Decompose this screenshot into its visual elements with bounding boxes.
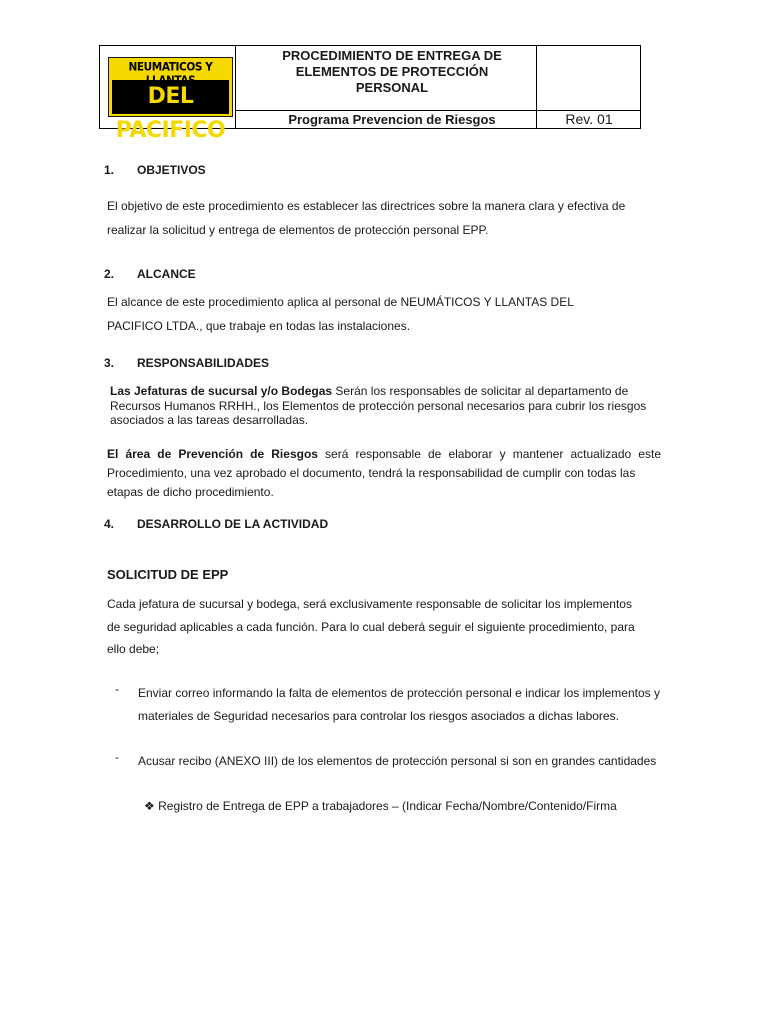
alcance-paragraph: El alcance de este procedimiento aplica al personal de NEUMÁTICOS Y LLANTAS DEL PACIFICO LTDA., que trabaje en todas las instalaciones. (107, 295, 574, 333)
document-header-table (99, 45, 641, 143)
diamond-bullet-icon: ❖ (144, 799, 155, 813)
objetivos-paragraph: El objetivo de este procedimiento es establecer las directrices sobre la manera clara y efectiva de realizar la solicitud y entrega de elementos de protección personal EPP. (107, 199, 626, 237)
revision-label: Rev. 01 (565, 111, 613, 127)
section-number: 2. (104, 267, 115, 281)
document-title: PROCEDIMIENTO DE ENTREGA DE ELEMENTOS DE PROTECCIÓN PERSONAL (282, 48, 502, 95)
responsabilidades-jefaturas: Las Jefaturas de sucursal y/o Bodegas Serán los responsables de solicitar al departamento de Recursos Humanos RRHH., los Elementos de protección personal necesarios para cubrir los riesgos asociados a las tareas desarrolladas. (110, 384, 647, 427)
section-title-responsabilidades: RESPONSABILIDADES (137, 356, 270, 370)
solicitud-paragraph: Cada jefatura de sucursal y bodega, será exclusivamente responsable de solicitar los implementos de seguridad aplicables a cada función. Para lo cual deberá seguir el siguiente procedimiento, para ello debe; (107, 597, 635, 656)
section-number: 3. (104, 356, 115, 370)
company-logo (108, 57, 233, 143)
diamond-item-text: Registro de Entrega de EPP a trabajadores – (Indicar Fecha/Nombre/Contenido/Firma (158, 799, 617, 813)
section-number: 4. (104, 517, 115, 531)
section-number: 1. (104, 163, 115, 177)
section-title-desarrollo: DESARROLLO DE LA ACTIVIDAD (137, 517, 329, 531)
responsabilidades-prevencion: El área de Prevención de Riesgos será responsable de elaborar y mantener actualizado este Procedimiento, una vez aprobado el documento, tendrá la responsabilidad de cumplir con todas las etapas de dicho procedimiento. (107, 447, 661, 499)
logo-top-text: NEUMATICOS Y (128, 60, 213, 74)
logo-bottom-text: DEL PACIFICO (112, 80, 229, 114)
bullet-dash: - (115, 682, 119, 696)
section-title-objetivos: OBJETIVOS (137, 163, 206, 177)
section-title-alcance: ALCANCE (137, 267, 196, 281)
program-name: Programa Prevencion de Riesgos (288, 112, 496, 127)
diamond-list-item (144, 799, 617, 813)
bullet-item: Acusar recibo (ANEXO III) de los elementos de protección personal si son en grandes cantidades (138, 754, 657, 768)
subsection-title: SOLICITUD DE EPP (107, 567, 229, 582)
bullet-item: Enviar correo informando la falta de elementos de protección personal e indicar los implementos y materiales de Seguridad necesarios para controlar los riesgos asociados a dichas labores. (138, 686, 660, 723)
bullet-dash: - (115, 750, 119, 764)
